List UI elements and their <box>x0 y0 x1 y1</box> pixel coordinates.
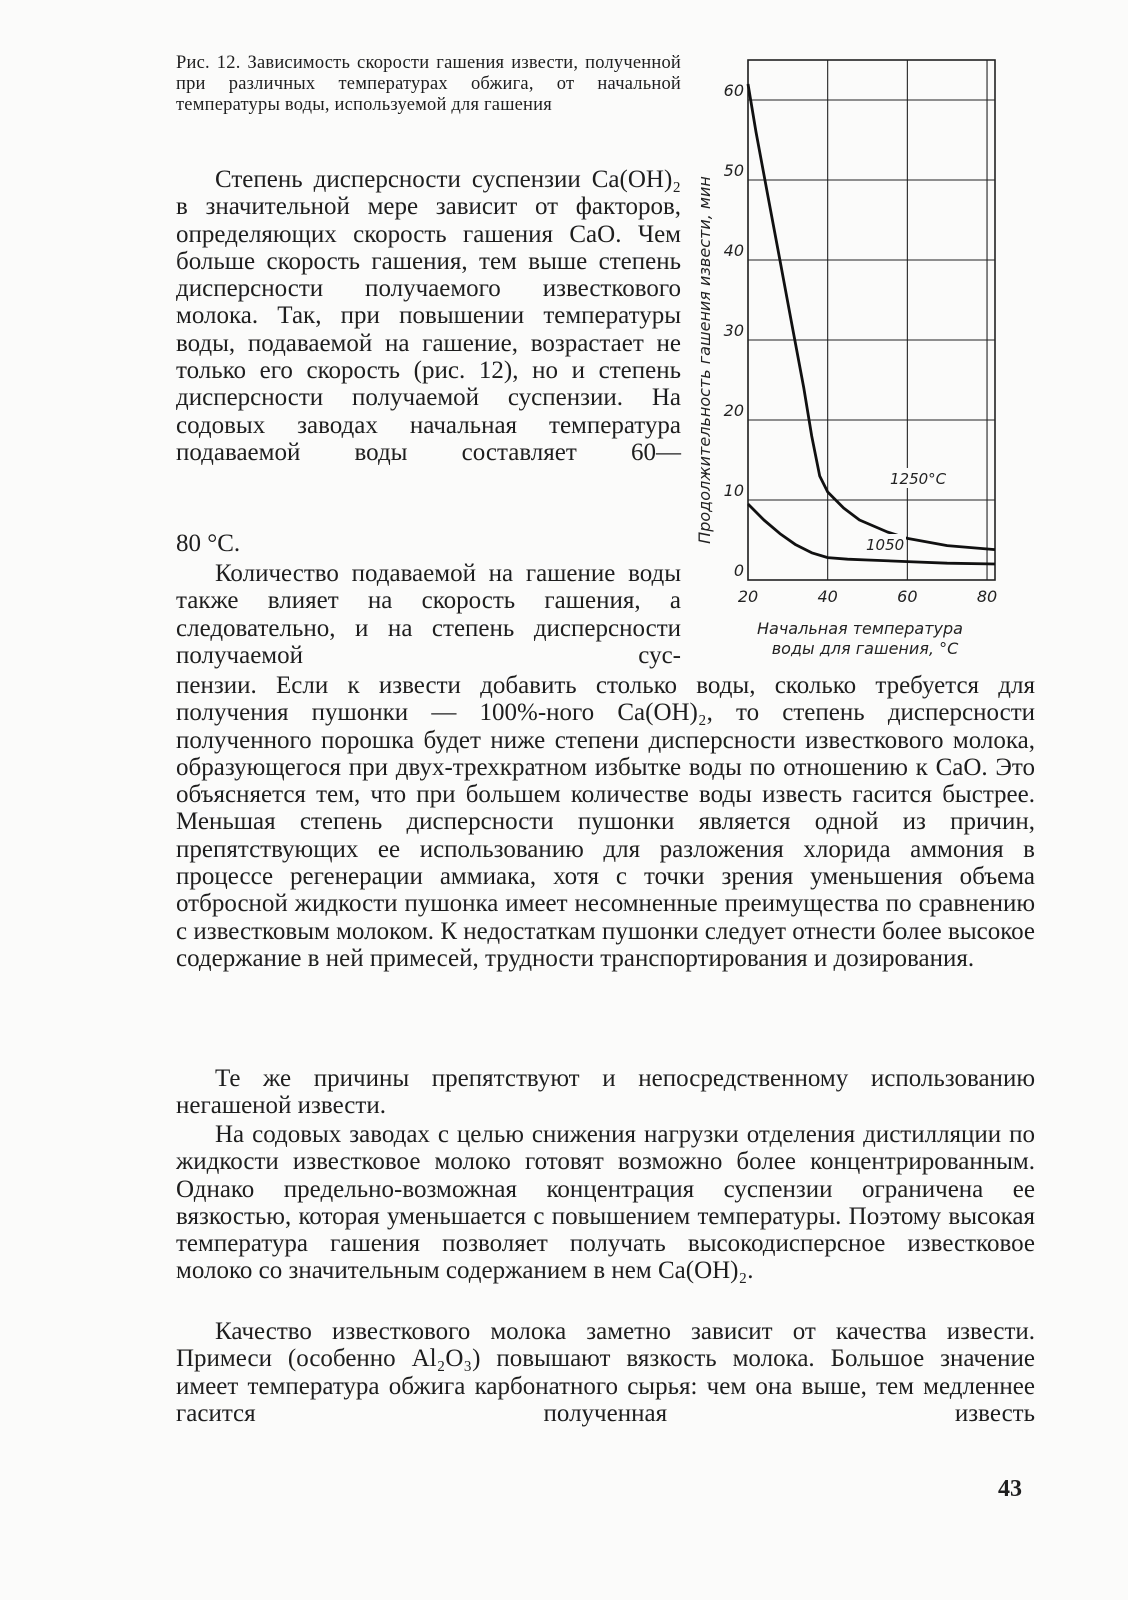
y-tick-label: 0 <box>733 561 744 580</box>
x-tick-label: 80 <box>976 587 998 606</box>
series-label: 1050 <box>866 536 905 554</box>
series-line <box>748 84 995 550</box>
paragraph-4: На содовых заводах с целью снижения нагрузки отделения дистилляции по жидкости известковое молоко готовят возможно более концентрированным. Однако предельно-возможная концентрация суспензии ограничена ее вязкостью, которая уменьшается с повышением температуры. Поэтому высокая температура гашения позволяет получать высокодисперсное известковое молоко со значительным содержанием в нем Ca(OH)₂. <box>176 1121 1035 1285</box>
x-axis-label-line2: воды для гашения, °C <box>771 639 959 658</box>
paragraph-1: Степень дисперсности суспензии Ca(OH)₂ в значительной мере зависит от факторов, определяющих скорость гашения CaO. Чем больше скорость гашения, тем выше степень дисперсности получаемого известкового молока. Так, при повышении температуры воды, подаваемой на гашение, возрастает не только его скорость (рис. 12), но и степень дисперсности получаемой суспензии. На содовых заводах начальная температура подаваемой воды составляет 60— <box>176 166 681 466</box>
plot-frame <box>748 60 995 580</box>
x-tick-label: 60 <box>897 587 918 606</box>
figure-caption: Рис. 12. Зависимость скорости гашения извести, полученной при различных температурах обжига, от начальной температуры воды, используемой для гашения <box>176 53 681 115</box>
x-tick-labels <box>738 587 997 606</box>
x-tick-label: 40 <box>817 587 838 606</box>
y-tick-labels <box>724 81 744 580</box>
y-tick-label: 60 <box>723 81 744 100</box>
chart <box>690 40 1030 680</box>
y-tick-label: 30 <box>723 321 744 340</box>
y-tick-label: 40 <box>723 241 744 260</box>
paragraph-1-end: 80 °C. <box>176 530 241 557</box>
y-tick-label: 20 <box>723 401 744 420</box>
y-tick-label: 10 <box>723 481 744 500</box>
paragraph-3: Те же причины препятствуют и непосредственному использованию негашеной извести. <box>176 1065 1035 1120</box>
paragraph-2-start: Количество подаваемой на гашение воды также влияет на скорость гашения, а следовательно, и на степень дисперсности получаемой сус- <box>176 560 681 669</box>
paragraph-5: Качество известкового молока заметно зависит от качества извести. Примеси (особенно Al₂O₃) повышают вязкость молока. Большое значение имеет температура обжига карбонатного сырья: чем она выше, тем медленнее гасится полученная известь <box>176 1318 1035 1427</box>
y-tick-label: 50 <box>723 161 744 180</box>
chart-grid <box>748 60 995 580</box>
chart-series <box>748 84 995 564</box>
series-label: 1250°C <box>890 470 947 488</box>
paragraph-2-cont: пензии. Если к извести добавить столько воды, сколько требуется для получения пушонки — 100%-ного Ca(OH)₂, то степень дисперсности полученного порошка будет ниже степени дисперсности известкового молока, образующегося при двух-трехкратном избытке воды по отношению к CaO. Это объясняется тем, что при большем количестве воды известь гасится быстрее. Меньшая степень дисперсности пушонки является одной из причин, препятствующих ее использованию для разложения хлорида аммония в процессе регенерации аммиака, хотя с точки зрения уменьшения объема отбросной жидкости пушонка имеет несомненные преимущества по сравнению с известковым молоком. К недостаткам пушонки следует отнести более высокое содержание в ней примесей, трудности транспортирования и дозирования. <box>176 672 1035 972</box>
page-number: 43 <box>998 1476 1022 1502</box>
x-axis-label-line1: Начальная температура <box>757 619 963 638</box>
y-axis-label: Продолжительность гашения извести, мин <box>695 176 714 544</box>
x-tick-label: 20 <box>737 587 759 606</box>
